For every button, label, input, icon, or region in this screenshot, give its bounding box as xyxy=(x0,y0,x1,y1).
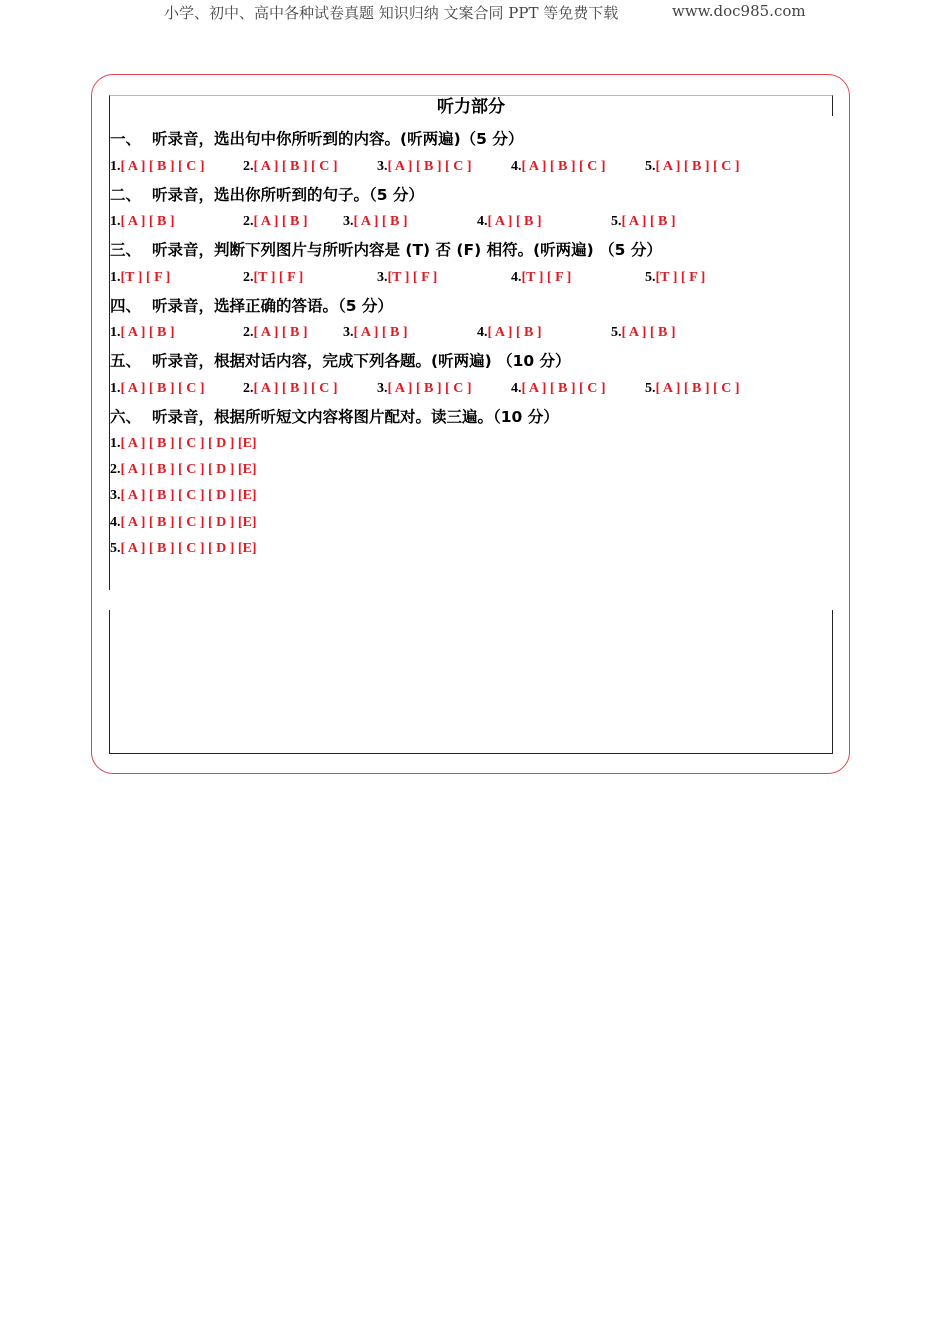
section-instruction: 听录音，判断下列图片与所听内容是 (T) 否 (F) 相符。(听两遍) （5 分） xyxy=(152,241,662,259)
answer-item[interactable]: 1.[ A ] [ B ] xyxy=(110,214,175,229)
answer-item[interactable]: 3.[ A ] [ B ] [ C ] [ D ] [E] xyxy=(110,488,257,503)
answer-item[interactable]: 5.[ A ] [ B ] xyxy=(611,214,676,229)
answer-item[interactable]: 3.[ A ] [ B ] xyxy=(343,325,408,340)
section-number: 五、 xyxy=(110,352,142,370)
answer-item[interactable]: 4.[ A ] [ B ] [ C ] [ D ] [E] xyxy=(110,515,257,530)
section-number: 四、 xyxy=(110,297,142,315)
section-number: 三、 xyxy=(110,241,142,259)
answer-item[interactable]: 3.[ A ] [ B ] [ C ] xyxy=(377,159,472,174)
section-6-heading xyxy=(110,407,559,427)
section-1-heading xyxy=(110,129,523,149)
answer-item[interactable]: 4.[ A ] [ B ] xyxy=(477,325,542,340)
answer-item[interactable]: 4.[ A ] [ B ] [ C ] xyxy=(511,159,606,174)
section-2-heading xyxy=(110,185,424,205)
answer-item[interactable]: 4.[ A ] [ B ] [ C ] xyxy=(511,381,606,396)
answer-item[interactable]: 3.[ A ] [ B ] xyxy=(343,214,408,229)
answer-item[interactable]: 2.[ A ] [ B ] [ C ] xyxy=(243,381,338,396)
section-instruction: 听录音，选择正确的答语。（5 分） xyxy=(152,297,393,315)
answer-item[interactable]: 4.[ A ] [ B ] xyxy=(477,214,542,229)
answer-item[interactable]: 5.[T ] [ F ] xyxy=(645,270,706,285)
answer-item[interactable]: 5.[ A ] [ B ] xyxy=(611,325,676,340)
section-number: 一、 xyxy=(110,130,142,148)
section-number: 二、 xyxy=(110,186,142,204)
section-instruction: 听录音，根据所听短文内容将图片配对。读三遍。（10 分） xyxy=(152,408,559,426)
answer-item[interactable]: 5.[ A ] [ B ] [ C ] xyxy=(645,381,740,396)
section-3-heading xyxy=(110,240,662,260)
answer-item[interactable]: 2.[ A ] [ B ] [ C ] [ D ] [E] xyxy=(110,462,257,477)
answer-item[interactable]: 2.[ A ] [ B ] [ C ] xyxy=(243,159,338,174)
answer-item[interactable]: 4.[T ] [ F ] xyxy=(511,270,572,285)
section-number: 六、 xyxy=(110,408,142,426)
section-instruction: 听录音，选出你所听到的句子。（5 分） xyxy=(152,186,424,204)
page-header xyxy=(0,2,950,22)
answer-item[interactable]: 1.[T ] [ F ] xyxy=(110,270,171,285)
answer-item[interactable]: 1.[ A ] [ B ] xyxy=(110,325,175,340)
section-4-heading xyxy=(110,296,393,316)
answer-item[interactable]: 5.[ A ] [ B ] [ C ] [ D ] [E] xyxy=(110,541,257,556)
section-title: 听力部分 xyxy=(437,97,505,117)
answer-item[interactable]: 2.[ A ] [ B ] xyxy=(243,325,308,340)
answer-item[interactable]: 2.[ A ] [ B ] xyxy=(243,214,308,229)
answer-item[interactable]: 1.[ A ] [ B ] [ C ] xyxy=(110,381,205,396)
answer-item[interactable]: 2.[T ] [ F ] xyxy=(243,270,304,285)
answer-item[interactable]: 1.[ A ] [ B ] [ C ] [ D ] [E] xyxy=(110,436,257,451)
answer-item[interactable]: 1.[ A ] [ B ] [ C ] xyxy=(110,159,205,174)
section-instruction: 听录音，选出句中你所听到的内容。(听两遍)（5 分） xyxy=(152,130,524,148)
answer-item[interactable]: 3.[ A ] [ B ] [ C ] xyxy=(377,381,472,396)
answer-item[interactable]: 3.[T ] [ F ] xyxy=(377,270,438,285)
answer-item[interactable]: 5.[ A ] [ B ] [ C ] xyxy=(645,159,740,174)
section-instruction: 听录音，根据对话内容，完成下列各题。(听两遍) （10 分） xyxy=(152,352,571,370)
header-site-text: 小学、初中、高中各种试卷真题 知识归纳 文案合同 PPT 等免费下载 xyxy=(164,4,619,22)
header-url: www.doc985.com xyxy=(672,2,806,20)
section-5-heading xyxy=(110,351,571,371)
